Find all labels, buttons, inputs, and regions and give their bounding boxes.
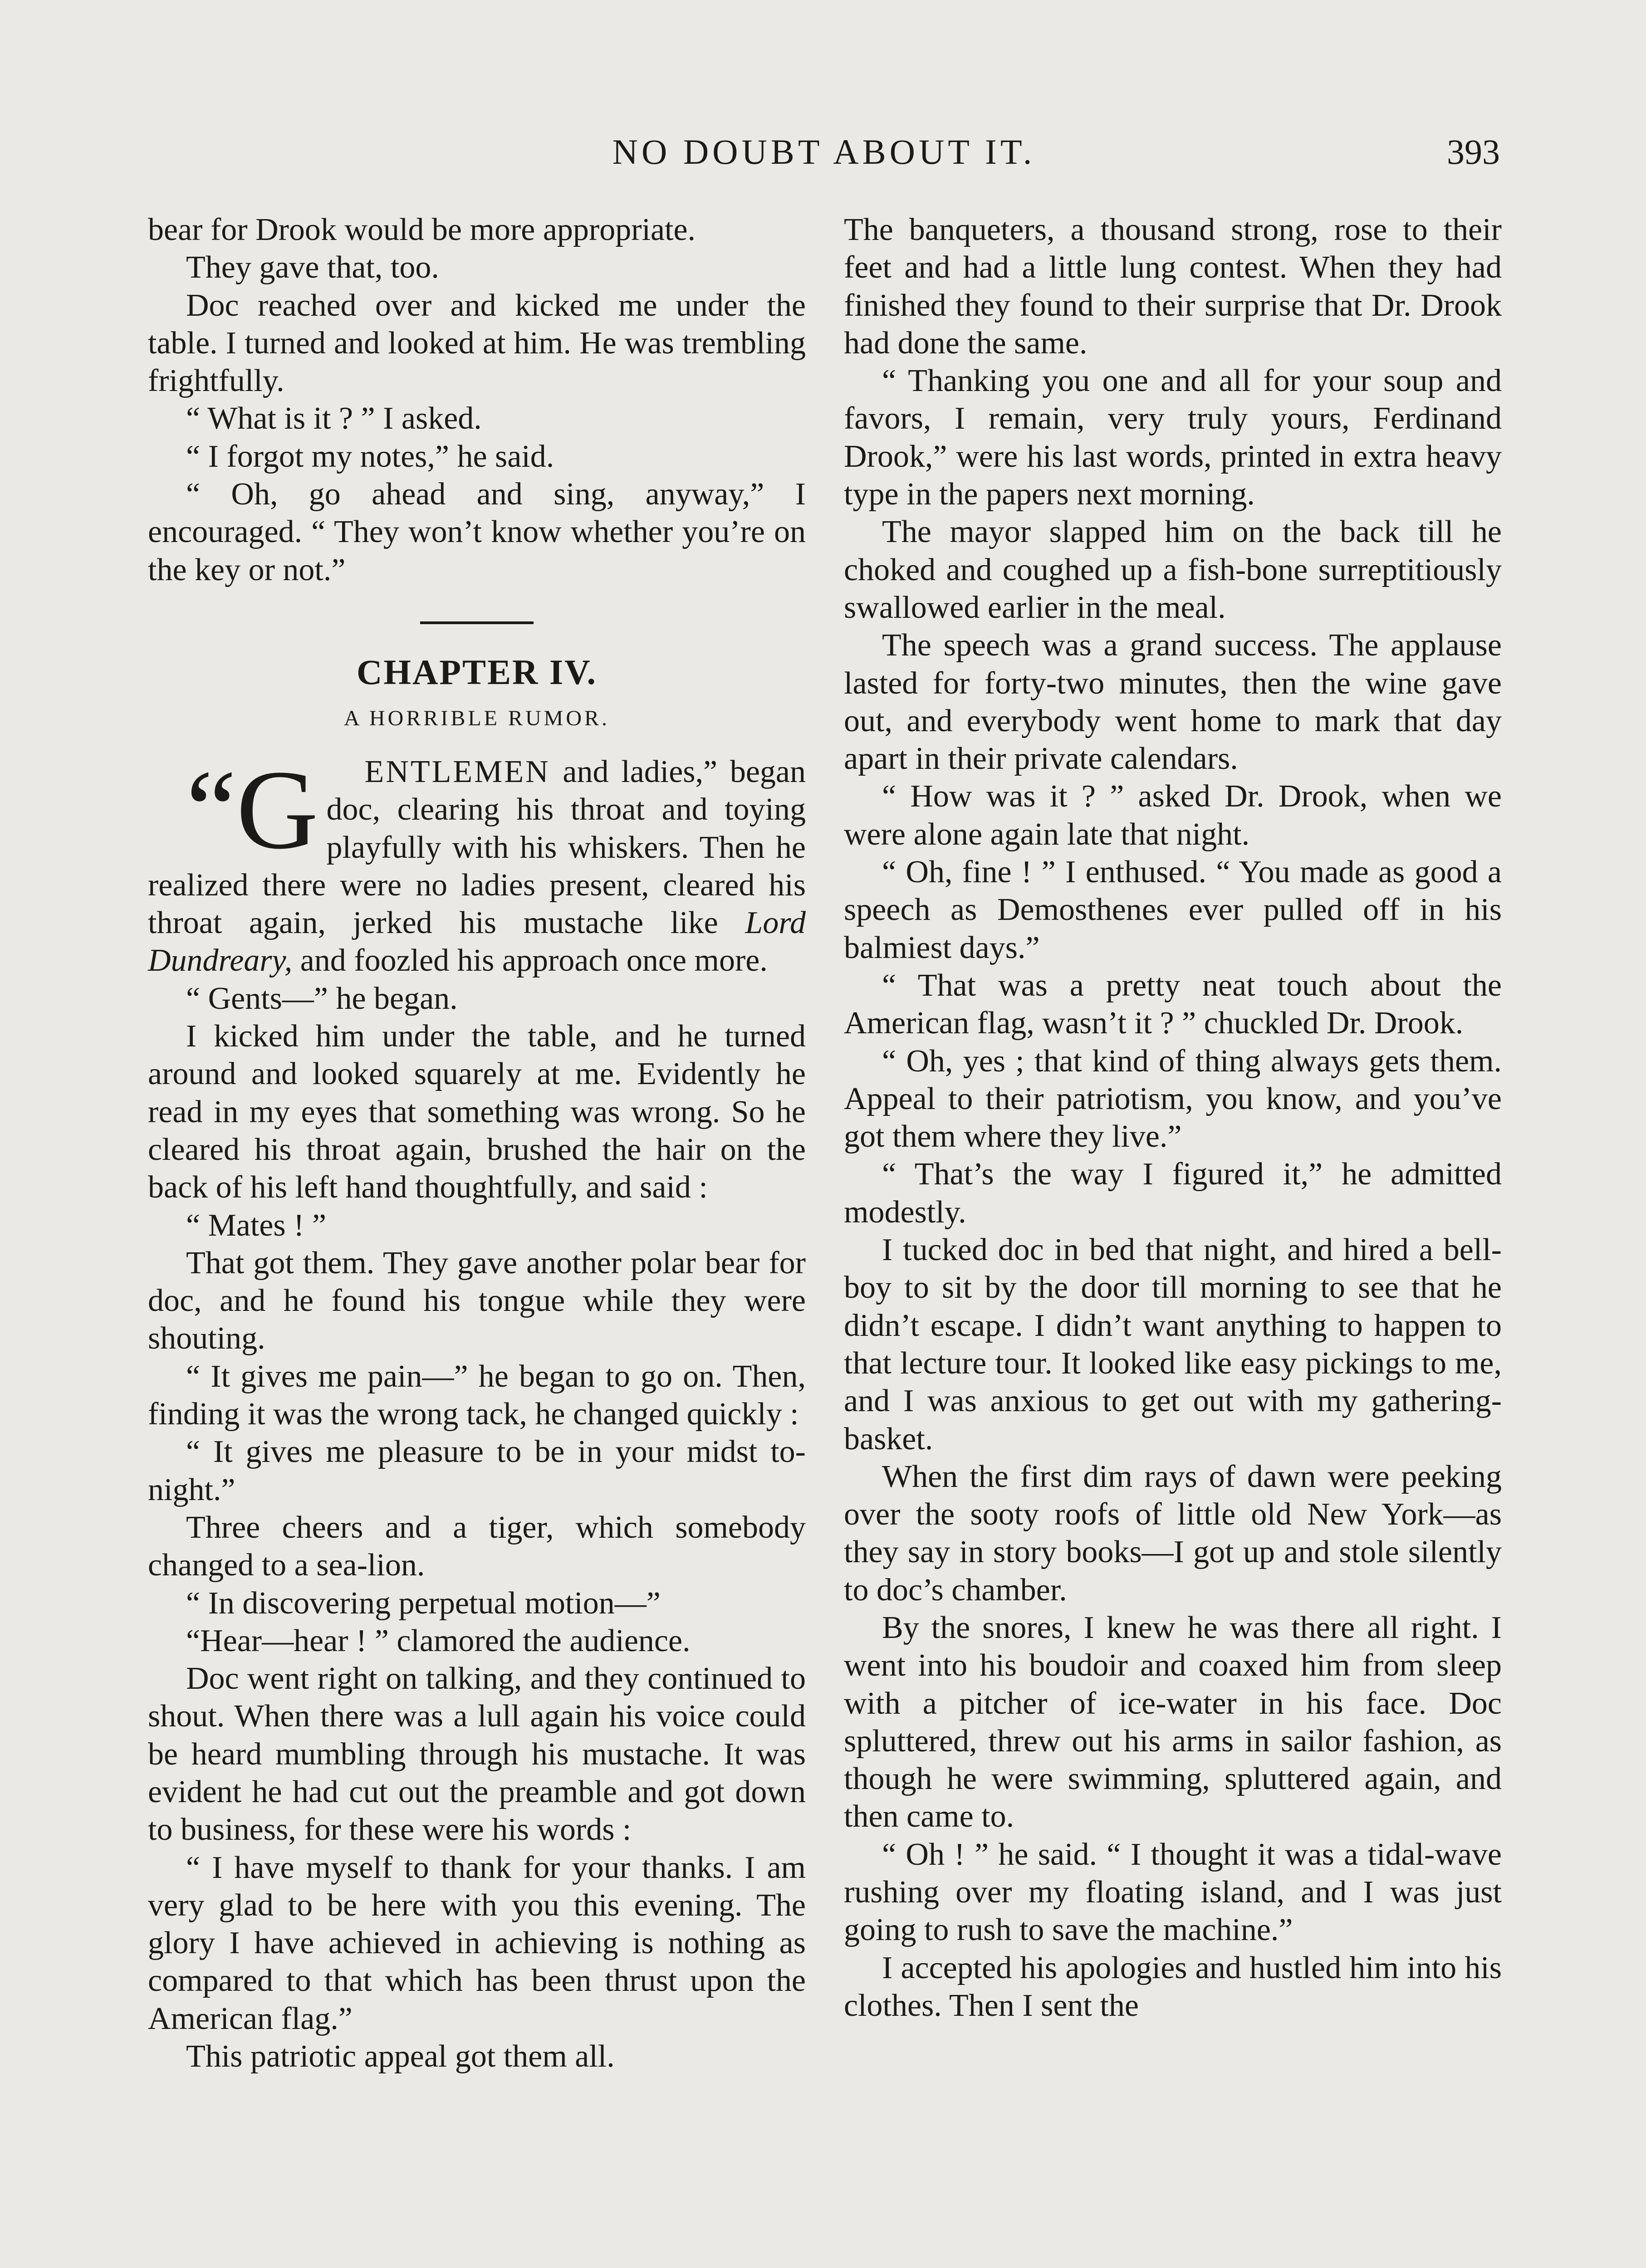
paragraph: The mayor slapped him on the back till he choked and coughed up a fish-bone surreptitiously swallowed earlier in the meal. [844, 514, 1502, 625]
paragraph: “ Oh ! ” he said. “ I thought it was a tidal-wave rushing over my floating island, and I was just going to rush to save the machine.” [844, 1837, 1502, 1948]
page-number: 393 [1447, 132, 1500, 171]
paragraph: When the first dim rays of dawn were peeking over the sooty roofs of little old New York—as they say in story books—I got up and stole silently to doc’s chamber. [844, 1459, 1502, 1608]
running-header [148, 132, 1500, 181]
paragraph: “ That’s the way I figured it,” he admitted modestly. [844, 1157, 1502, 1230]
right-column [844, 211, 1502, 2024]
paragraph: “ How was it ? ” asked Dr. Drook, when we were alone again late that night. [844, 779, 1502, 852]
paragraph: I accepted his apologies and hustled him into his clothes. Then I sent the [844, 1950, 1502, 2023]
paragraph: Doc reached over and kicked me under the table. I turned and looked at him. He was trembling frightfully. [148, 288, 806, 399]
paragraph: They gave that, too. [186, 250, 439, 285]
opening-text: and ladies,” began doc, clearing his throat and toying playfully with his whiskers. Then he realized there were no ladies present, cleared his throat again, jerked his mustache like [148, 754, 806, 941]
paragraph: “ Thanking you one and all for your soup and favors, I remain, very truly yours, Ferdinand Drook,” were his last words, printed in extra heavy type in the papers next morning. [844, 363, 1502, 512]
opening-small-caps: ENTLEMEN [364, 754, 550, 789]
chapter-subtitle: A HORRIBLE RUMOR. [343, 706, 610, 730]
italic-name: Lord Dundreary, [148, 905, 806, 978]
section-divider [420, 621, 534, 624]
paragraph: The banqueters, a thousand strong, rose to their feet and had a little lung contest. When they had finished they found to their surprise that Dr. Drook had done the same. [844, 212, 1502, 361]
paragraph: “ Oh, yes ; that kind of thing always gets them. Appeal to their patriotism, you know, and you’ve got them where they live.” [844, 1043, 1502, 1154]
paragraph: “ It gives me pleasure to be in your midst to-night.” [148, 1434, 806, 1507]
paragraph: “ Oh, fine ! ” I enthused. “ You made as good a speech as Demosthenes ever pulled off in his balmiest days.” [844, 855, 1502, 965]
paragraph: “ It gives me pain—” he began to go on. Then, finding it was the wrong tack, he changed quickly : [148, 1359, 806, 1432]
chapter-heading: CHAPTER IV. [357, 652, 597, 692]
paragraph: This patriotic appeal got them all. [186, 2039, 615, 2074]
paragraph: “ Gents—” he began. [186, 981, 458, 1016]
left-column [148, 211, 806, 2075]
paragraph: I tucked doc in bed that night, and hired a bell-boy to sit by the door till morning to see that he didn’t escape. I didn’t want anything to happen to that lecture tour. It looked like easy pickings to me, and I was anxious to get out with my gathering-basket. [844, 1232, 1502, 1457]
paragraph: “Hear—hear ! ” clamored the audience. [186, 1623, 691, 1658]
paragraph: “ What is it ? ” I asked. [186, 401, 482, 436]
running-title: NO DOUBT ABOUT IT. [612, 132, 1036, 171]
paragraph: “ Mates ! ” [186, 1207, 327, 1243]
paragraph: “ That was a pretty neat touch about the American flag, wasn’t it ? ” chuckled Dr. Drook. [844, 968, 1502, 1041]
paragraph: “ Oh, go ahead and sing, anyway,” I encouraged. “ They won’t know whether you’re on the key or not.” [148, 477, 806, 587]
opening-text-end: and foozled his approach once more. [292, 943, 768, 978]
paragraph: Doc went right on talking, and they continued to shout. When there was a lull again his voice could be heard mumbling through his mustache. It was evident he had cut out the preamble and got down to business, for these were his words : [148, 1661, 806, 1848]
paragraph: I kicked him under the table, and he turned around and looked squarely at me. Evidently he read in my eyes that something was wrong. So he cleared his throat again, brushed the hair on the back of his left hand thoughtfully, and said : [148, 1019, 806, 1205]
paragraph: By the snores, I knew he was there all right. I went into his boudoir and coaxed him from sleep with a pitcher of ice-water in his face. Doc spluttered, threw out his arms in sailor fashion, as though he were swimming, spluttered again, and then came to. [844, 1610, 1502, 1834]
paragraph: “ I forgot my notes,” he said. [186, 439, 554, 474]
paragraph: That got them. They gave another polar bear for doc, and he found his tongue while they were shouting. [148, 1245, 806, 1356]
drop-cap: “G [186, 747, 318, 873]
paragraph: Three cheers and a tiger, which somebody changed to a sea-lion. [148, 1510, 806, 1583]
opening-paragraph [148, 747, 806, 980]
paragraph: “ I have myself to thank for your thanks. I am very glad to be here with you this evening. The glory I have achieved in achieving is nothing as compared to that which has been thrust upon the American flag.” [148, 1850, 806, 2036]
paragraph: The speech was a grand success. The applause lasted for forty-two minutes, then the wine gave out, and everybody went home to mark that day apart in their private calendars. [844, 628, 1502, 777]
paragraph: “ In discovering perpetual motion—” [186, 1585, 661, 1621]
paragraph: bear for Drook would be more appropriate. [148, 212, 696, 247]
